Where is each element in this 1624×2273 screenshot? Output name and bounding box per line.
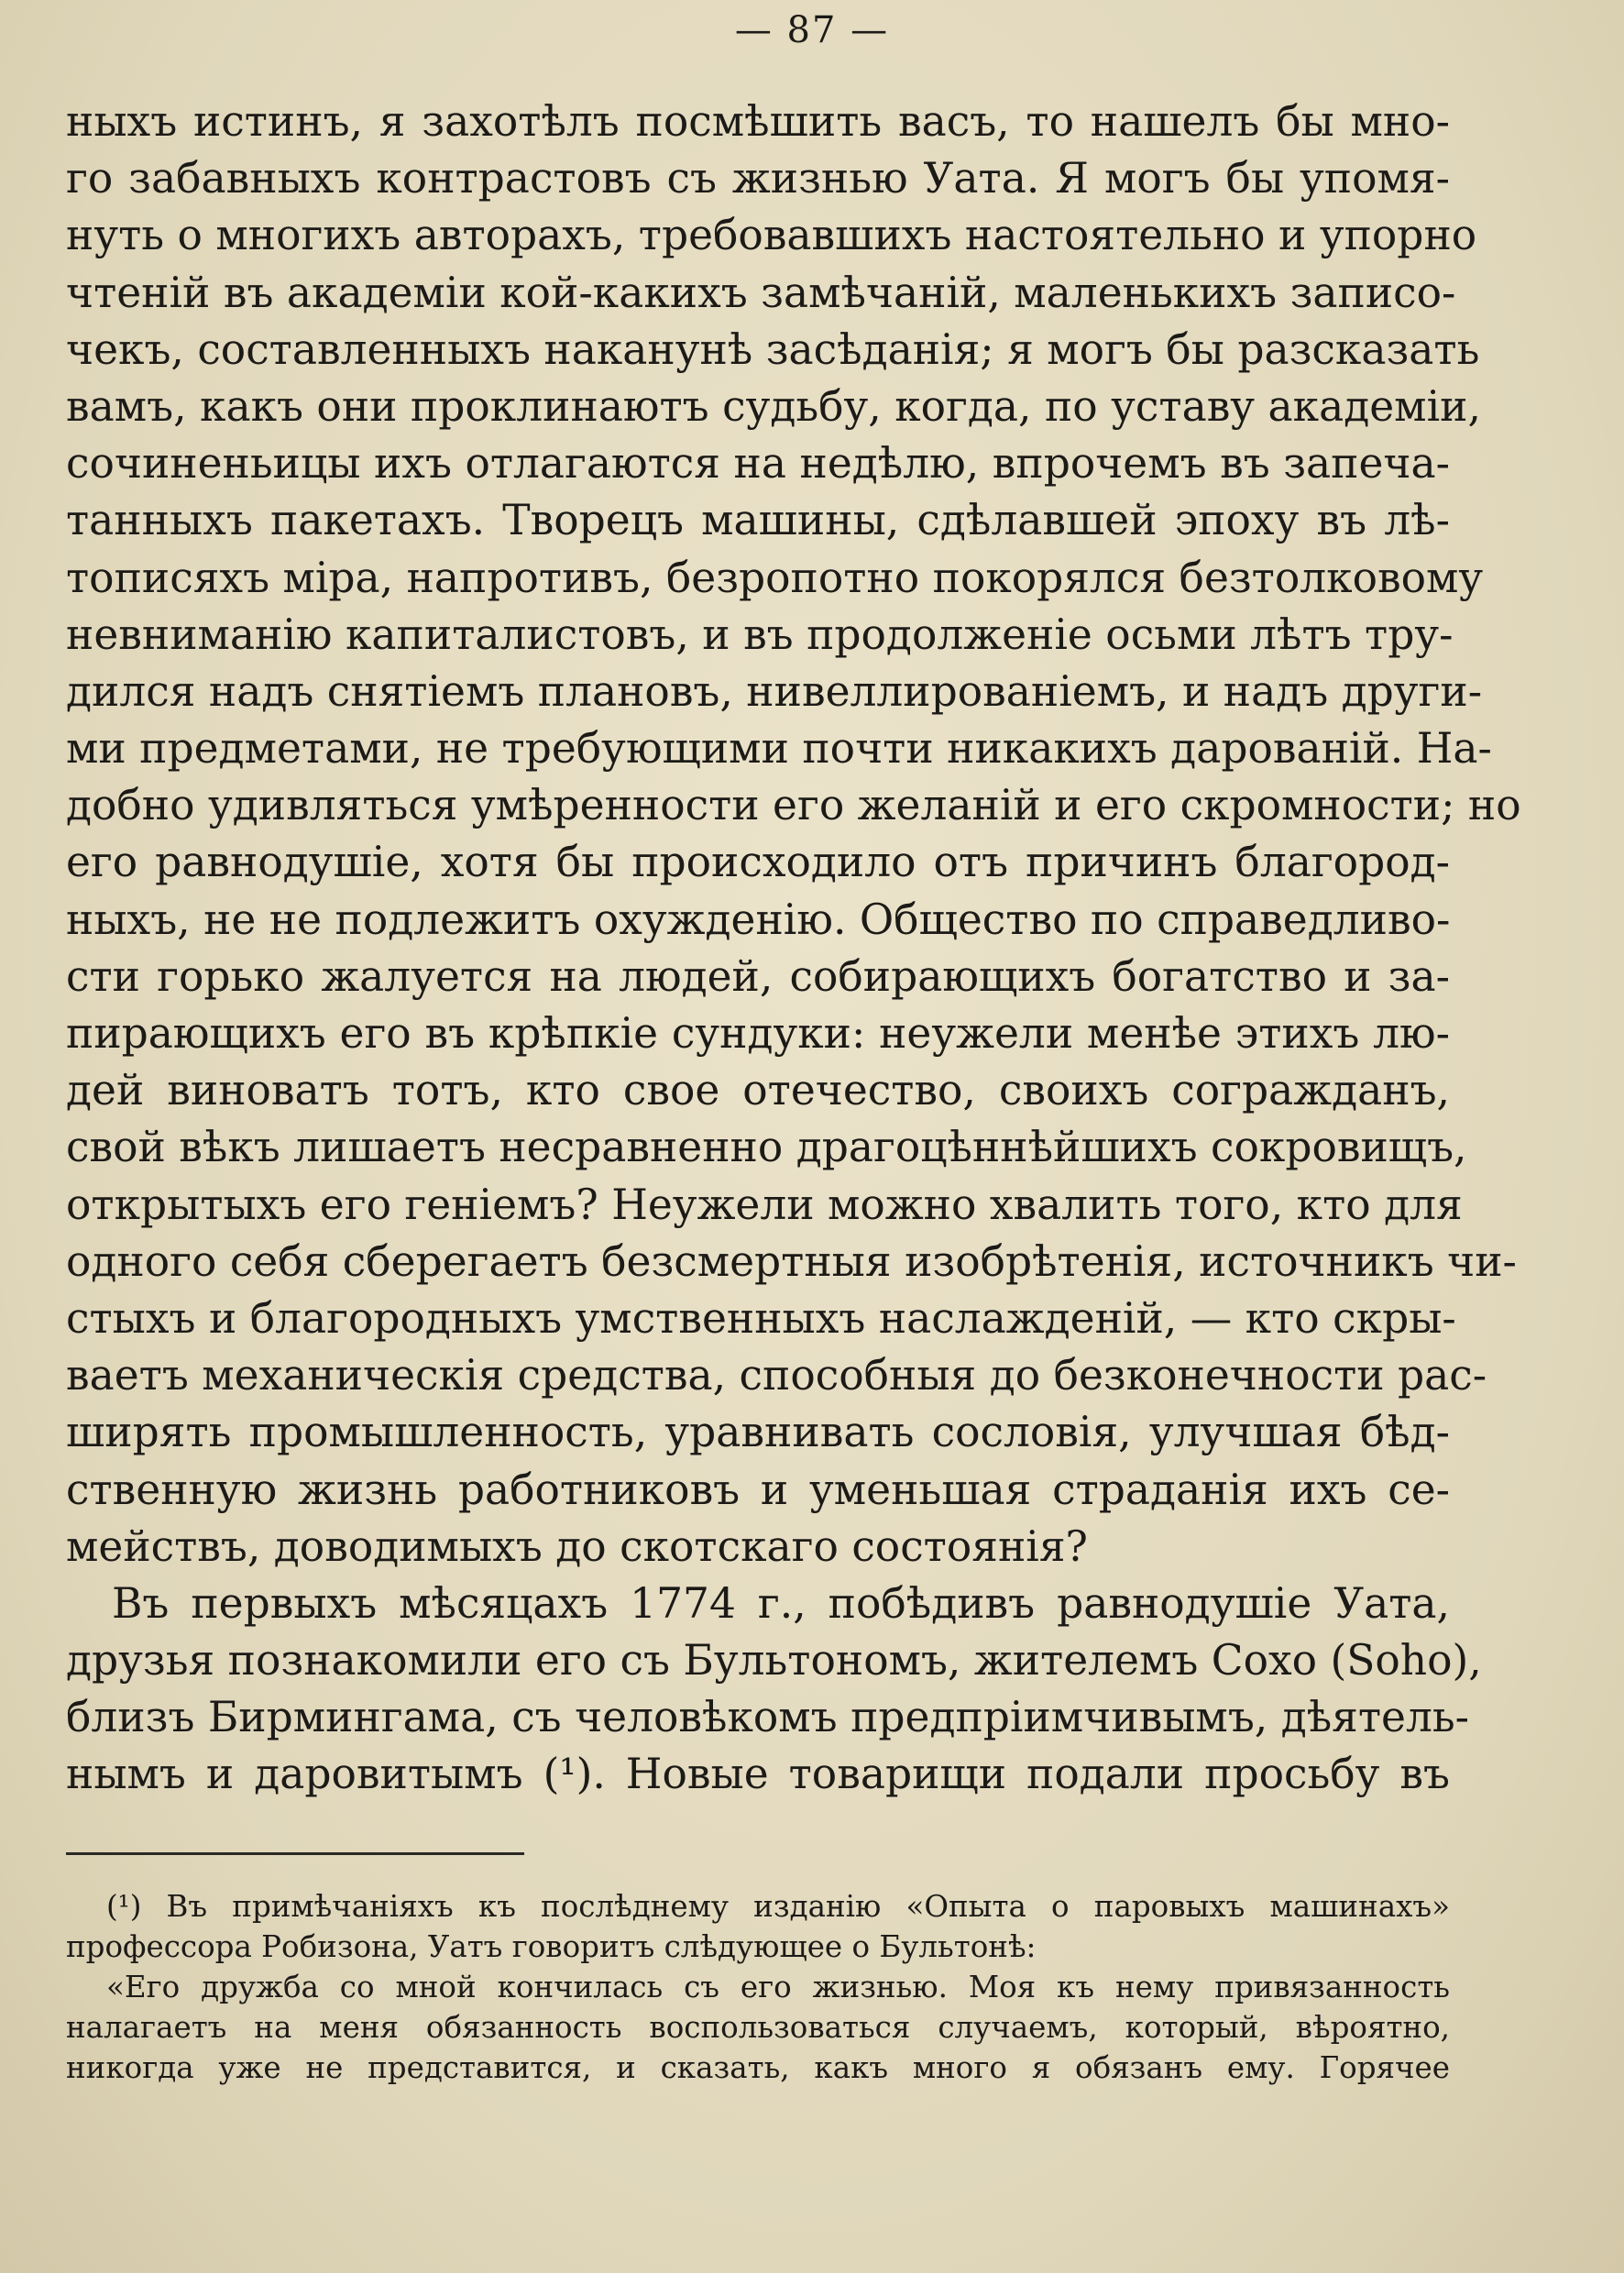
text-line: танныхъ пакетахъ. Творецъ машины, сдѣлавшей эпоху въ лѣ-: [66, 496, 1450, 545]
paragraph-end-line: мействъ, доводимыхъ до скотскаго состоянія?: [66, 1521, 1088, 1571]
footnote-line: никогда уже не представится, и сказать, какъ много я обязанъ ему. Горячее: [66, 2050, 1450, 2085]
footnote-line: (¹) Въ примѣчаніяхъ къ послѣднему изданію «Опыта о паровыхъ машинахъ»: [106, 1889, 1450, 1924]
text-line: вамъ, какъ они проклинаютъ судьбу, когда, по уставу академіи,: [66, 381, 1481, 431]
text-line: ныхъ истинъ, я захотѣлъ посмѣшить васъ, то нашелъ бы мно-: [66, 97, 1450, 146]
text-line: невниманію капиталистовъ, и въ продолженіе осьми лѣтъ тру-: [66, 609, 1454, 659]
text-line: чекъ, составленныхъ наканунѣ засѣданія; я могъ бы разсказать: [66, 324, 1480, 374]
text-line: сочиненьицы ихъ отлагаются на недѣлю, впрочемъ въ запеча-: [66, 439, 1450, 489]
text-line: добно удивляться умѣренности его желаній и его скромности; но: [66, 781, 1521, 830]
text-line: его равнодушіе, хотя бы происходило отъ причинъ благород-: [66, 838, 1450, 887]
text-line: дился надъ снятіемъ плановъ, нивеллированіемъ, и надъ други-: [66, 666, 1483, 716]
text-line: тописяхъ міра, напротивъ, безропотно покорялся безтолковому: [66, 553, 1484, 602]
footnotes: [66, 1886, 1450, 2088]
text-line: нымъ и даровитымъ (¹). Новые товарищи подали просьбу въ: [66, 1750, 1450, 1799]
page-number: — 87 —: [734, 9, 890, 51]
text-line: чтеній въ академіи кой-какихъ замѣчаній, маленькихъ записо-: [66, 268, 1456, 317]
footnote-divider: [66, 1852, 524, 1855]
text-line: одного себя сберегаетъ безсмертныя изобрѣтенія, источникъ чи-: [66, 1236, 1517, 1286]
text-line: ваетъ механическія средства, способныя до безконечности рас-: [66, 1351, 1487, 1400]
text-line: свой вѣкъ лишаетъ несравненно драгоцѣннѣйшихъ сокровищъ,: [66, 1123, 1467, 1172]
footnote-line: профессора Робизона, Уатъ говоритъ слѣдующее о Бультонѣ:: [66, 1929, 1037, 1964]
text-line: стыхъ и благородныхъ умственныхъ наслажденій, — кто скры-: [66, 1293, 1456, 1343]
text-line: го забавныхъ контрастовъ съ жизнью Уата. Я могъ бы упомя-: [66, 154, 1450, 203]
text-line: дей виноватъ тотъ, кто свое отечество, своихъ согражданъ,: [66, 1066, 1450, 1115]
main-text: [66, 93, 1521, 1804]
text-line: близъ Бирмингама, съ человѣкомъ предпріимчивымъ, дѣятель-: [66, 1693, 1470, 1742]
text-line: ми предметами, не требующими почти никакихъ дарованій. На-: [66, 724, 1492, 774]
text-line: сти горько жалуется на людей, собирающихъ богатство и за-: [66, 951, 1450, 1001]
footnote-line: налагаетъ на меня обязанность воспользоваться случаемъ, который, вѣроятно,: [66, 2010, 1450, 2045]
text-line: друзья познакомили его съ Бультономъ, жителемъ Сохо (Soho),: [66, 1636, 1482, 1686]
text-line: ныхъ, не не подлежитъ охужденію. Общество по справедливо-: [66, 895, 1451, 944]
text-line: открытыхъ его геніемъ? Неужели можно хвалить того, кто для: [66, 1180, 1463, 1229]
text-line: пирающихъ его въ крѣпкіе сундуки: неужели менѣе этихъ лю-: [66, 1009, 1450, 1058]
text-line: ственную жизнь работниковъ и уменьшая страданія ихъ се-: [66, 1465, 1450, 1514]
text-line: нуть о многихъ авторахъ, требовавшихъ настоятельно и упорно: [66, 211, 1477, 260]
paragraph-start-line: Въ первыхъ мѣсяцахъ 1774 г., побѣдивъ равнодушіе Уата,: [112, 1578, 1450, 1628]
footnote-line: «Его дружба со мной кончилась съ его жизнью. Моя къ нему привязанность: [106, 1970, 1450, 2004]
text-line: ширять промышленность, уравнивать сословія, улучшая бѣд-: [66, 1408, 1450, 1457]
